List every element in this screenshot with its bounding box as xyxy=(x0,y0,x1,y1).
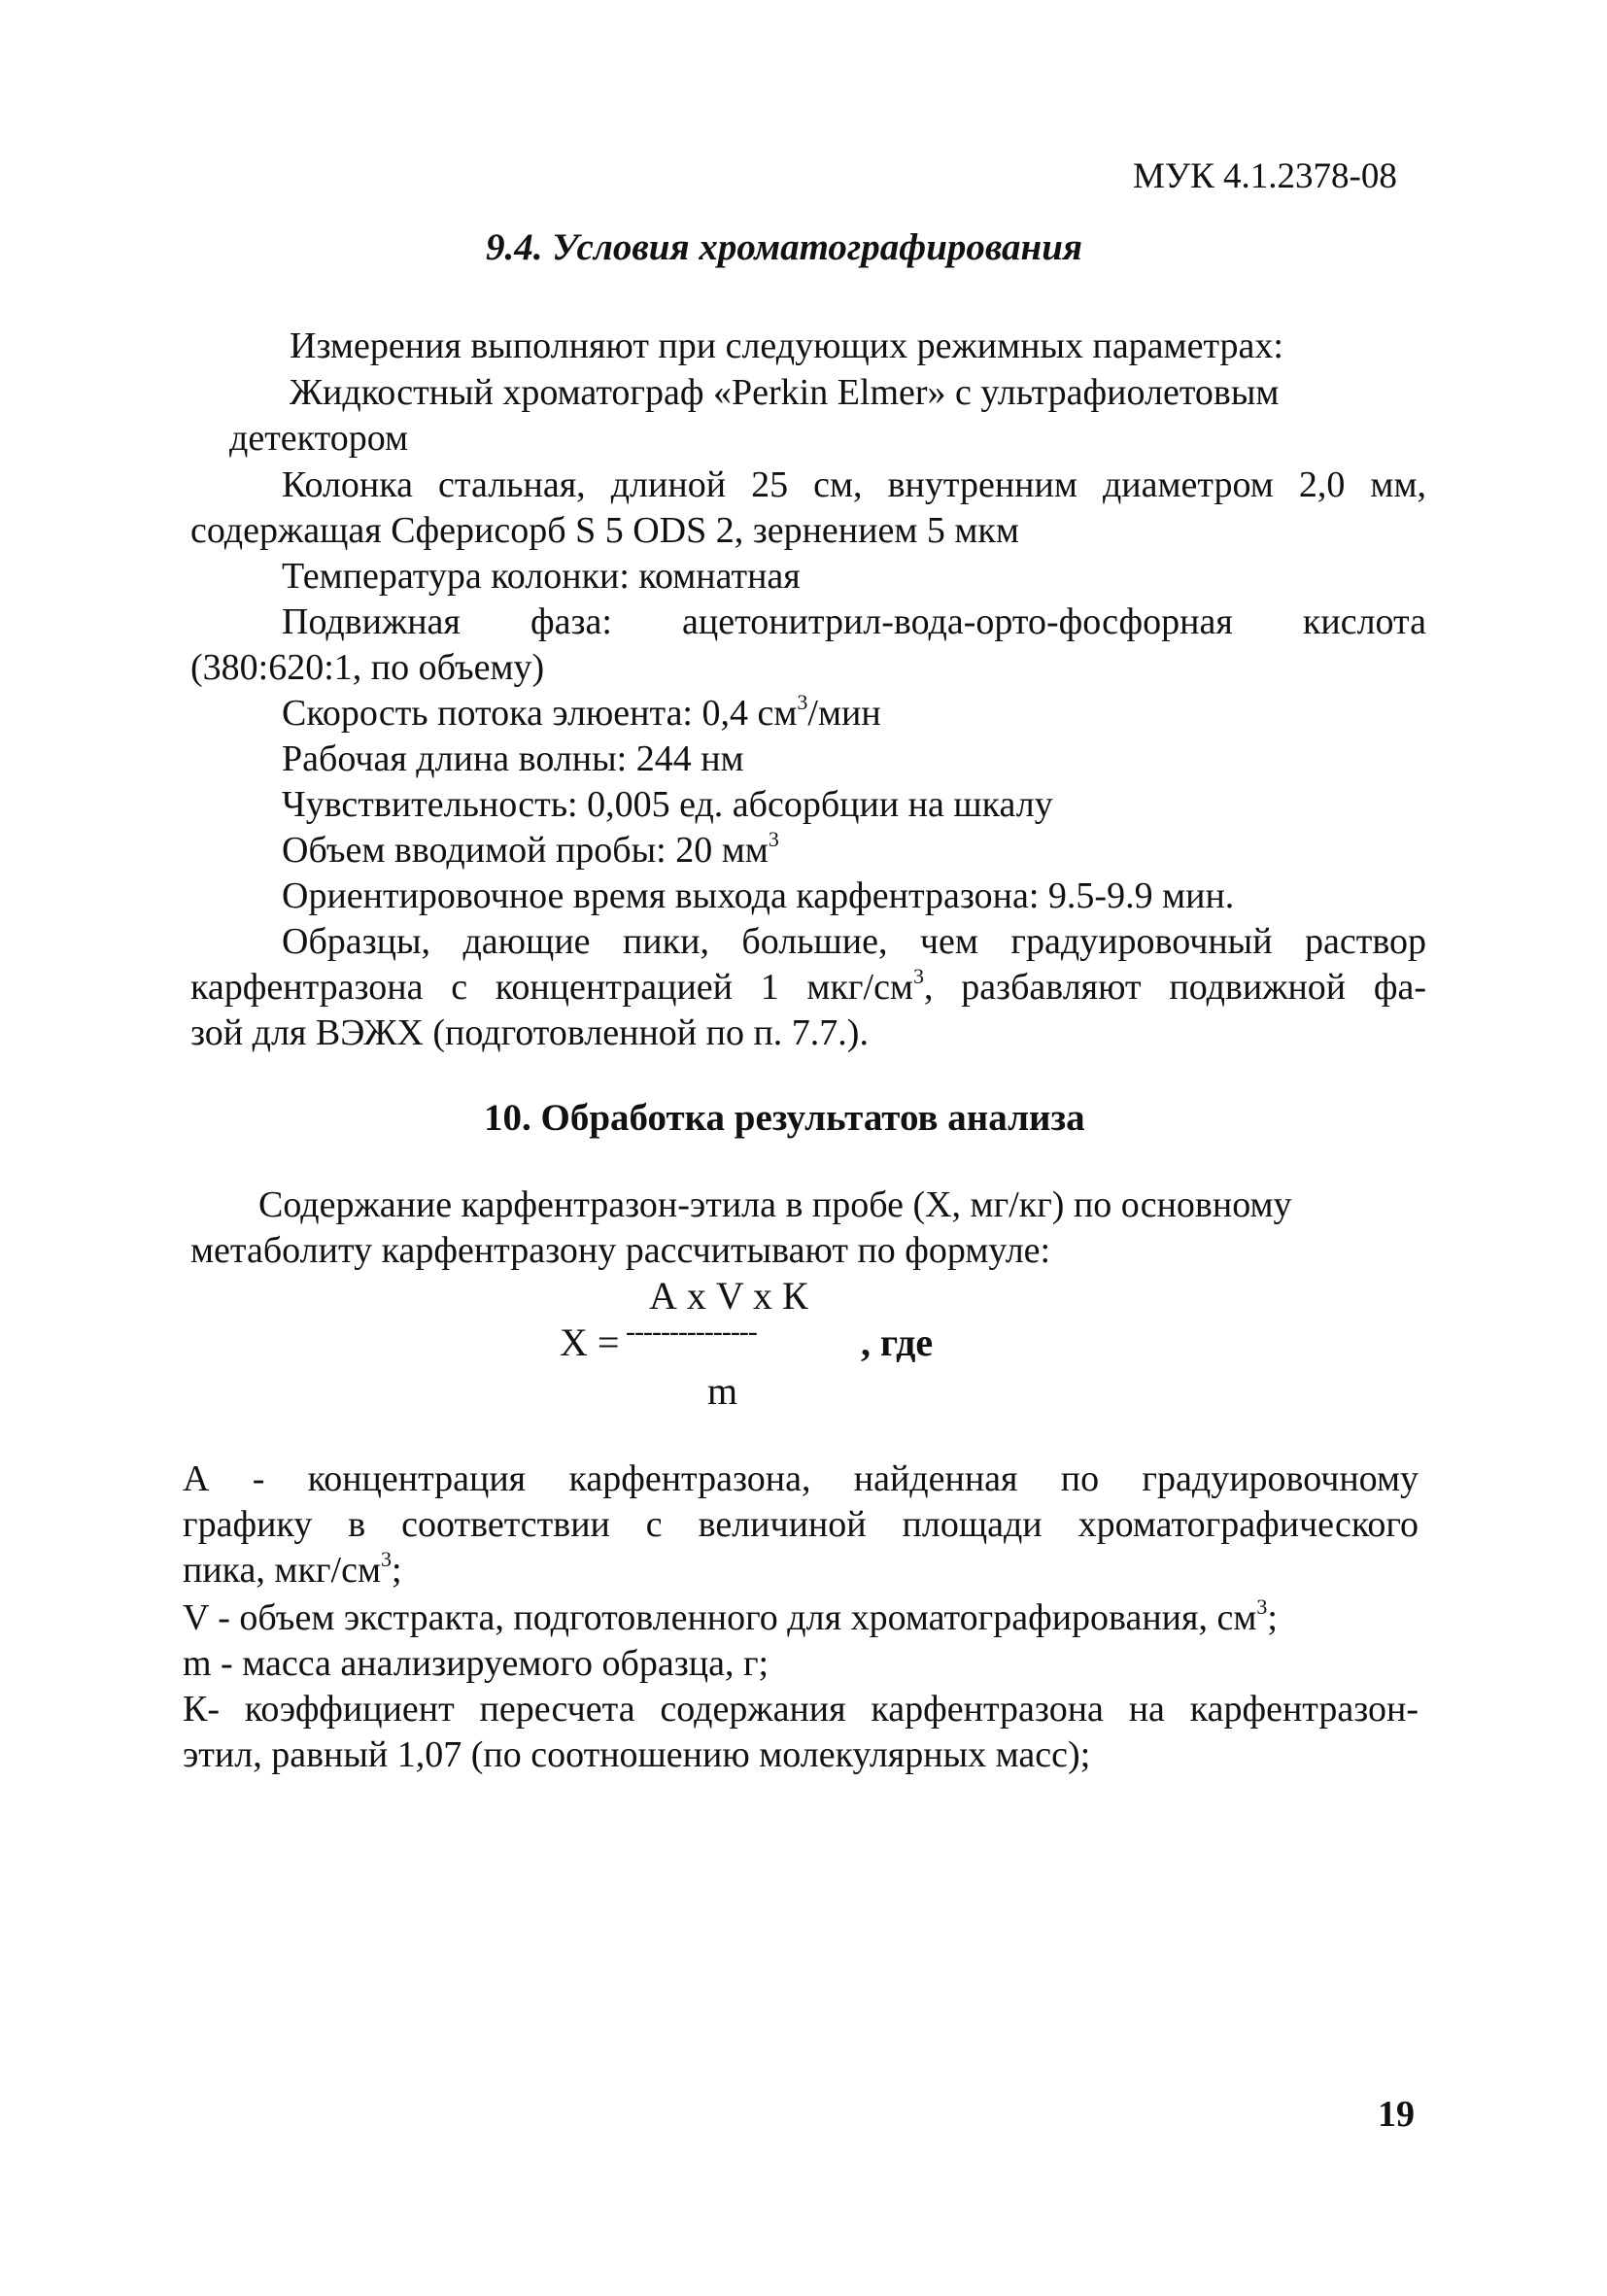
chromatograph-line-2: детектором xyxy=(229,418,409,459)
dilution-line-3: зой для ВЭЖХ (подготовленной по п. 7.7.). xyxy=(190,1012,869,1053)
injection-volume: Объем вводимой пробы: 20 $мм^3$ xyxy=(282,827,779,871)
definition-m: m - масса анализируемого образца, г; xyxy=(183,1643,769,1684)
column-temperature: Температура колонки: комнатная xyxy=(282,556,801,597)
definition-a-line-1: А - концентрация карфентразона, найденная по градуировочному xyxy=(183,1458,1419,1499)
formula-lhs: Х = xyxy=(560,1320,620,1364)
section-10-title: 10. Обработка результатов анализа xyxy=(484,1097,1085,1139)
sensitivity: Чувствительность: 0,005 ед. абсорбции на шкалу xyxy=(282,784,1053,825)
definition-a-line-3: пика, мкг/$см^3$; xyxy=(183,1547,402,1591)
definition-k-line-1: К- коэффициент пересчета содержания карфентразона на карфентразон- xyxy=(183,1689,1419,1730)
definition-a-line-2: графику в соответствии с величиной площади хроматографического xyxy=(183,1504,1419,1545)
mobile-phase-line-2: (380:620:1, по объему) xyxy=(190,647,545,688)
intro-text: Измерения выполняют при следующих режимных параметрах: xyxy=(290,326,1283,366)
definition-k-line-2: этил, равный 1,07 (по соотношению молекулярных масс); xyxy=(183,1734,1091,1775)
formula-fraction-bar: --------------- xyxy=(626,1316,757,1348)
formula-suffix: , где xyxy=(861,1320,934,1364)
section-10-intro-line-2: метаболиту карфентразону рассчитывают по формуле: xyxy=(190,1230,1051,1271)
retention-time: Ориентировочное время выхода карфентразона: 9.5-9.9 мин. xyxy=(282,875,1235,916)
dilution-line-1: Образцы, дающие пики, большие, чем градуировочный раствор xyxy=(282,921,1426,962)
formula-denominator: m xyxy=(707,1369,738,1413)
mobile-phase-line-1: Подвижная фаза: ацетонитрил-вода-орто-фосфорная кислота xyxy=(282,601,1426,642)
dilution-line-2: карфентразона с концентрацией 1 мкг/$см^3$, разбавляют подвижной фа- xyxy=(190,964,1426,1008)
wavelength: Рабочая длина волны: 244 нм xyxy=(282,738,744,779)
section-9-4-title: 9.4. Условия хроматографирования xyxy=(486,226,1082,268)
column-line-1: Колонка стальная, длиной 25 см, внутренним диаметром 2,0 мм, xyxy=(282,464,1426,505)
definition-v: V - объем экстракта, подготовленного для хроматографирования, $см^3$; xyxy=(183,1594,1278,1638)
section-10-intro-line-1: Содержание карфентразон-этила в пробе (Х, мг/кг) по основному xyxy=(258,1184,1292,1225)
column-line-2: содержащая Сферисорб S 5 ODS 2, зернением 5 мкм xyxy=(190,510,1019,551)
document-code: МУК 4.1.2378-08 xyxy=(1133,156,1397,196)
page-number: 19 xyxy=(1378,2094,1415,2135)
chromatograph-line-1: Жидкостный хроматограф «Perkin Elmer» с ультрафиолетовым xyxy=(290,372,1280,413)
formula-numerator: А х V х К xyxy=(649,1274,808,1318)
flow-rate: Скорость потока элюента: 0,4 $см^3$/мин xyxy=(282,690,881,734)
